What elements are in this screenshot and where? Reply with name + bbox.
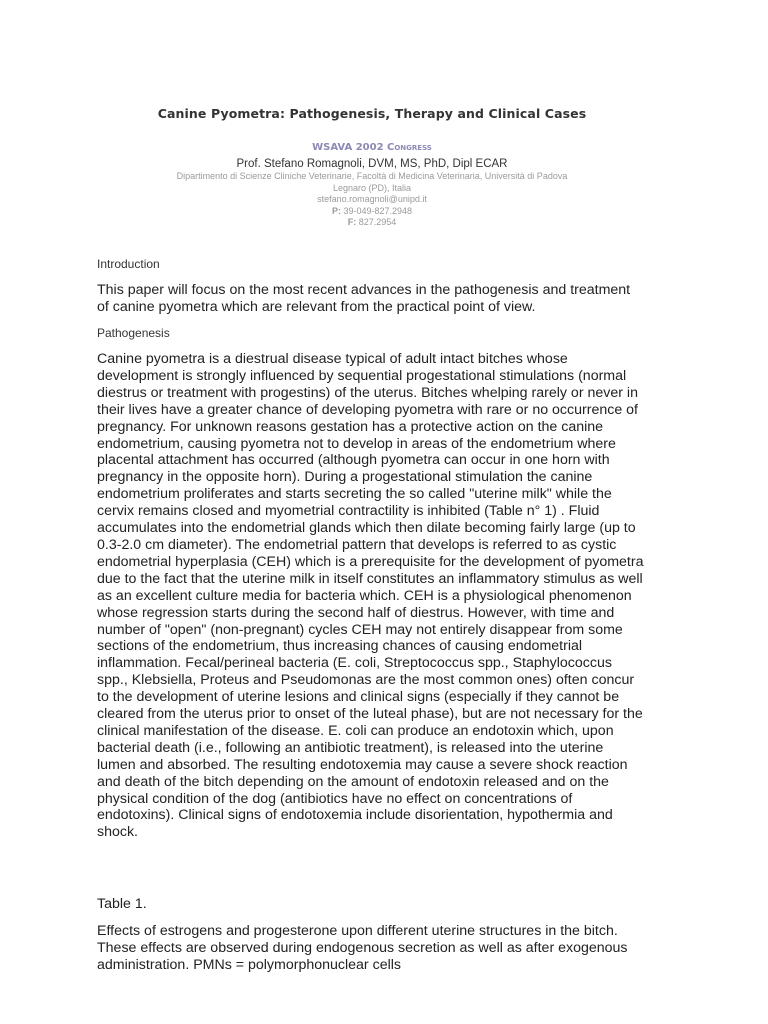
paper-header	[0, 141, 744, 229]
congress-name: WSAVA 2002 Congress	[312, 142, 432, 153]
author-name: Prof. Stefano Romagnoli, DVM, MS, PhD, Dipl ECAR	[236, 158, 508, 170]
author-fax	[0, 217, 744, 229]
author-email[interactable]: stefano.romagnoli@unipd.it	[317, 194, 427, 204]
author-phone	[0, 206, 744, 218]
phone-label: P:	[331, 205, 341, 216]
introduction-heading: Introduction	[97, 257, 160, 271]
pathogenesis-paragraph: Canine pyometra is a diestrual disease typical of adult intact bitches whose development is strongly influenced by sequential progestational stimulations (normal diestrus or treatment with progestins) of the uterus. Bitches whelping rarely or never in their lives have a greater chance of developing pyometra with rare or no occurrence of pregnancy. For unknown reasons gestation has a protective action on the canine endometrium, causing pyometra not to develop in areas of the endometrium where placental attachment has occurred (although pyometra can occur in one horn with pregnancy in the opposite horn). During a progestational stimulation the canine endometrium proliferates and starts secreting the so called "uterine milk" while the cervix remains closed and myometrial contractility is inhibited (Table n° 1) . Fluid accumulates into the endometrial glands which then dilate becoming fairly large (up to 0.3-2.0 cm diameter). The endometrial pattern that develops is referred to as cystic endometrial hyperplasia (CEH) which is a prerequisite for the development of pyometra due to the fact that the uterine milk in itself constitutes an inflammatory stimulus as well as an excellent culture media for bacteria which. CEH is a physiological phenomenon whose regression starts during the second half of diestrus. However, with time and number of "open" (non-pregnant) cycles CEH may not entirely disappear from some sections of the endometrium, thus increasing chances of causing endometrial inflammation. Fecal/perineal bacteria (E. coli, Streptococcus spp., Staphylococcus spp., Klebsiella, Proteus and Pseudomonas are the most common ones) often concur to the development of uterine lesions and clinical signs (especially if they cannot be cleared from the uterus prior to onset of the luteal phase), but are not necessary for the clinical manifestation of the disease. E. coli can produce an endotoxin which, upon bacterial death (i.e., following an antibiotic treatment), is released into the uterine lumen and absorbed. The resulting endotoxemia may cause a severe shock reaction and death of the bitch depending on the amount of endotoxin released and on the physical condition of the dog (antibiotics have no effect on concentrations of endotoxins). Clinical signs of endotoxemia include disorientation, hypothermia and shock.	[97, 351, 644, 841]
introduction-paragraph: This paper will focus on the most recent advances in the pathogenesis and treatment of canine pyometra which are relevant from the practical point of view.	[97, 282, 631, 315]
pathogenesis-heading: Pathogenesis	[97, 326, 170, 340]
author-department: Dipartimento di Scienze Cliniche Veterinarie, Facoltà di Medicina Veterinaria, Università di Padova	[176, 171, 568, 181]
phone-number: 39-049-827.2948	[343, 205, 413, 216]
table-label: Table 1.	[97, 896, 147, 912]
paper-title: Canine Pyometra: Pathogenesis, Therapy and Clinical Cases	[157, 106, 587, 121]
table-caption: Effects of estrogens and progesterone upon different uterine structures in the bitch. These effects are observed during endogenous secretion as well as after exogenous administration. PMNs = polymorphonuclear cells	[97, 923, 628, 973]
author-address: Legnaro (PD), Italia	[332, 182, 412, 193]
fax-number: 827.2954	[358, 217, 397, 227]
fax-label: F:	[347, 217, 357, 227]
